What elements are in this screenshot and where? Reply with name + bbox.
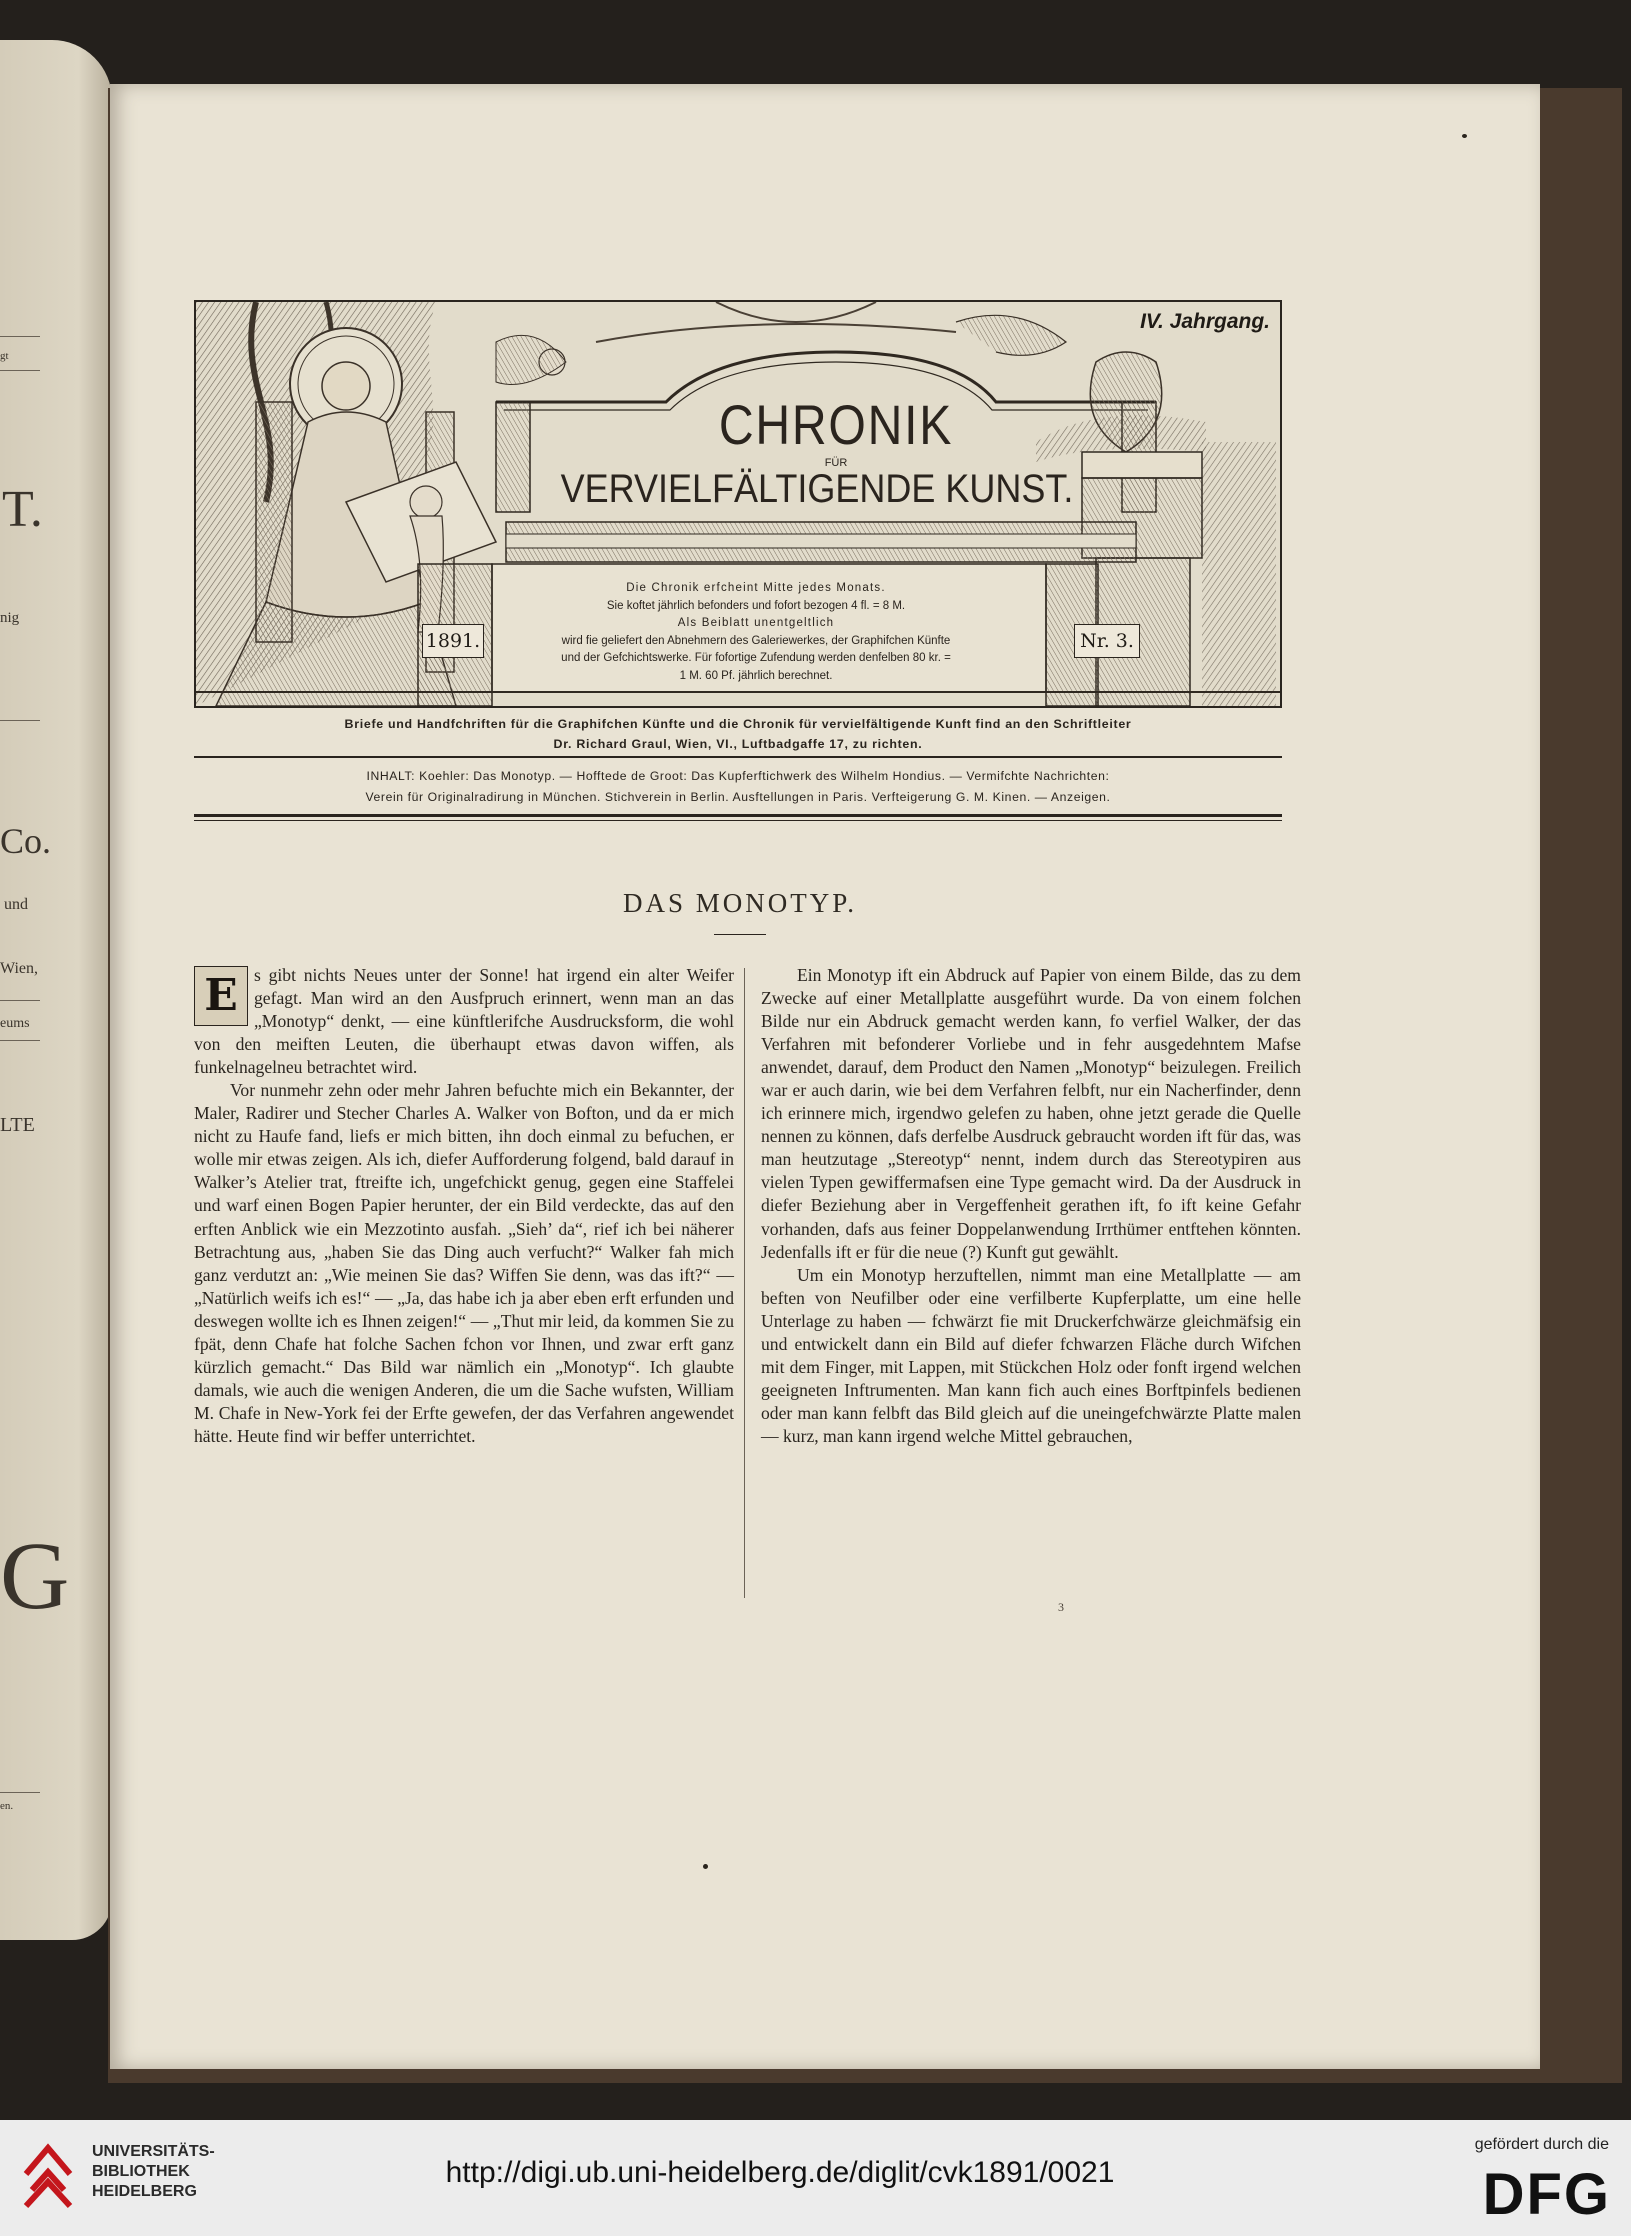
drop-cap: E	[194, 966, 248, 1026]
prev-frag: gt	[0, 350, 9, 362]
contents-line: INHALT: Koehler: Das Monotyp. — Hofftede de Groot: Das Kupferftichwerk des Wilhelm Hondius. — Vermifchte Nachrichten:	[366, 769, 1110, 783]
viewer-footer	[0, 2120, 1631, 2236]
paragraph: Vor nunmehr zehn oder mehr Jahren befuchte mich ein Bekannter, der Maler, Radirer und Stecher Charles A. Walker von Bofton, und da er mich nicht zu Haufe fand, liefs er mich bitten, ihn doch einmal zu befuchen, er wolle mir etwas zeigen. Als ich, diefer Aufforderung folgend, bald darauf in Walker’s Atelier trat, ftreifte ich, ungefchickt genug, gegen eine Staffelei und warf einen Bogen Papier herunter, der ein Bild verdeckte, das auf den erften Anblick wie ein Mezzotinto ausfah. „Sieh’ da“, rief ich bei näherer Betrachtung aus, „haben Sie das Ding auch verfucht?“ Walker fah mich ganz verdutzt an: „Wie meinen Sie das? Wiffen Sie denn, was das ift?“ — „Natürlich weifs ich es!“ — „Ja, das habe ich ja aber eben erft erfunden und deswegen wollte ich es Ihnen zeigen!“ — „Thut mir leid, da kommen Sie zu fpät, denn Chafe hat folche Sachen fchon vor Ihnen, und zwar erft ganz kürzlich gemacht.“ Das Bild war nämlich ein „Monotyp“. Ich glaubte damals, wie auch die wenigen Anderen, die um die Sache wufsten, William M. Chafe in New-York fei der Erfte gewefen, der das Verfahren angewendet hätte. Heute find wir beffer unterrichtet.	[194, 1080, 734, 1446]
correspondence-line: Dr. Richard Graul, Wien, VI., Luftbadgaffe 17, zu richten.	[553, 737, 923, 751]
prev-frag: T.	[2, 481, 43, 538]
volume-label: IV. Jahrgang.	[1140, 310, 1270, 333]
title-rule	[714, 934, 766, 935]
university-library-logo-icon	[18, 2134, 78, 2220]
university-library-name	[92, 2142, 215, 2202]
year-box: 1891.	[422, 624, 484, 658]
paragraph: s gibt nichts Neues unter der Sonne! hat irgend ein alter Weifer gefagt. Man wird an den Ausfpruch erinnert, wenn man an das „Monotyp“ denkt, — eine künftlerifche Ausdrucksform, die wohl von den meiften Leuten, die überhaupt etwas davon wiffen, als funkelnagelneu betrachtet wird.	[194, 965, 734, 1078]
correspondence-line: Briefe und Handfchriften für die Graphifchen Künfte und die Chronik für vervielfältigende Kunft find an den Schriftleiter	[344, 717, 1132, 731]
prev-frag: eums	[0, 1016, 30, 1031]
prev-frag: LTE	[0, 1114, 35, 1136]
masthead-title: CHRONIK	[718, 393, 954, 456]
info-line: und der Gefchichtswerke. Für fofortige Zufendung werden denfelben 80 kr. =	[561, 652, 951, 665]
prev-frag: Co.	[0, 821, 52, 861]
rule	[194, 814, 1282, 817]
column-divider	[744, 968, 745, 1598]
info-line: wird fie geliefert den Abnehmern des Galeriewerkes, der Graphifchen Künfte	[561, 634, 951, 647]
info-line: Als Beiblatt unentgeltlich	[677, 617, 835, 630]
correspondence-note	[194, 714, 1282, 754]
prev-frag: Wien,	[0, 960, 39, 977]
prev-frag: und	[4, 896, 28, 913]
info-line: Die Chronik erfcheint Mitte jedes Monats.	[626, 582, 886, 594]
previous-page-edge	[0, 40, 112, 1940]
masthead-subtitle: VERVIELFÄLTIGENDE KUNST.	[560, 467, 1074, 511]
contents	[194, 766, 1282, 808]
library-name-line: HEIDELBERG	[92, 2183, 197, 2200]
paragraph: Um ein Monotyp herzuftellen, nimmt man eine Metallplatte — am beften von Neufilber oder eine verfilberte Kupferplatte, um eine helle Unterlage zu haben — fchwärzt fie mit Druckerfchwärze gleichmäfsig ein und entwickelt dann ein Bild auf diefer fchwarzen Fläche durch Wifchen mit dem Finger, mit Lappen, mit Stückchen Holz oder fonft irgend welchen geeigneten Inftrumenten. Man kann fich auch eines Borftpinfels bedienen oder man kann felbft das Bild gleich auf die uneingefchwärzte Platte malen — kurz, man kann irgend welche Mittel gebrauchen,	[761, 1264, 1301, 1446]
masthead-info	[496, 580, 1016, 686]
article-column-right	[761, 964, 1301, 1448]
page-number: 3	[1058, 1600, 1064, 1614]
permalink[interactable]: http://digi.ub.uni-heidelberg.de/diglit/cvk1891/0021	[445, 2156, 1115, 2189]
dfg-logo: DFG	[1482, 2162, 1611, 2227]
info-line: 1 M. 60 Pf. jährlich berechnet.	[679, 669, 833, 682]
info-line: Sie koftet jährlich befonders und fofort bezogen 4 fl. = 8 M.	[606, 599, 906, 612]
prev-frag: en.	[0, 1800, 14, 1812]
prev-frag: G	[0, 1522, 70, 1629]
paragraph: Ein Monotyp ift ein Abdruck auf Papier von einem Bilde, das zu dem Zwecke auf einer Metallplatte ausgeführt wurde. Da von einem folchen Bilde nur ein Abdruck gemacht werden kann, fo verfiel Walker, der das Verfahren mit befonderer Vorliebe und in fehr ausgedehntem Mafse anwendet, darauf, dem Product den Namen „Monotyp“ beizulegen. Freilich war er auch darin, wie bei dem Verfahren felbft, nur ein Nacherfinder, denn ich erinnere mich, irgendwo gelefen zu haben, ohne jetzt gerade die Quelle nennen zu können, dafs derfelbe Ausdruck gebraucht worden ift für das, was man heutzutage „Stereotyp“ nennt, indem durch das Stereotypiren aus vielen Typen gewiffermafsen eine Type gemacht wird. Da der Ausdruck in diefer Beziehung aber in Vergeffenheit gerathen ift, fo ift keine Gefahr vorhanden, dafs aus feiner Doppelanwendung Irrthümer entftehen könnten. Jedenfalls ift er für die neue (?) Kunft gut gewählt.	[761, 965, 1301, 1262]
issue-number-box: Nr. 3.	[1074, 624, 1140, 658]
rule	[194, 820, 1282, 821]
funding-label: gefördert durch die	[1474, 2136, 1609, 2153]
rule	[194, 756, 1282, 758]
prev-frag: nig	[0, 610, 20, 626]
article-column-left	[194, 964, 734, 1448]
contents-line: Verein für Originalradirung in München. Stichverein in Berlin. Ausftellungen in Paris. Verfteigerung G. M. Kinen. — Anzeigen.	[365, 790, 1111, 804]
library-name-line: UNIVERSITÄTS-	[92, 2143, 215, 2160]
article-title: DAS MONOTYP.	[622, 888, 858, 918]
masthead-fuer: FÜR	[824, 457, 848, 469]
library-name-line: BIBLIOTHEK	[92, 2163, 190, 2180]
masthead	[194, 300, 1282, 708]
